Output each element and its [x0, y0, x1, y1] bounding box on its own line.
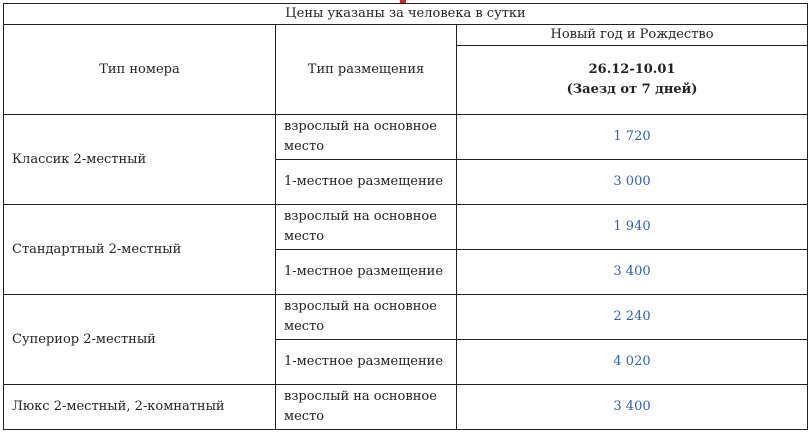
price: 2 240	[457, 295, 808, 340]
room-name: Супериор 2-местный	[4, 295, 276, 385]
header-season: Новый год и Рождество	[457, 25, 808, 46]
table-caption: Цены указаны за человека в сутки	[4, 4, 808, 25]
price-table	[3, 3, 808, 430]
price: 1 720	[457, 115, 808, 160]
room-name: Люкс 2-местный, 2-комнатный	[4, 385, 276, 430]
price: 3 400	[457, 385, 808, 430]
placement: взрослый на основное место	[276, 295, 457, 340]
header-dates-cell	[457, 46, 808, 115]
header-dates: 26.12-10.01	[588, 62, 676, 77]
placement: взрослый на основное место	[276, 205, 457, 250]
price: 3 400	[457, 250, 808, 295]
placement: 1-местное размещение	[276, 160, 457, 205]
table-row	[4, 295, 808, 340]
price: 1 940	[457, 205, 808, 250]
header-placement-type: Тип размещения	[276, 25, 457, 115]
price: 4 020	[457, 340, 808, 385]
placement: 1-местное размещение	[276, 250, 457, 295]
header-room-type: Тип номера	[4, 25, 276, 115]
header-row	[4, 25, 808, 46]
placement: взрослый на основное место	[276, 115, 457, 160]
table-row	[4, 115, 808, 160]
placement: 1-местное размещение	[276, 340, 457, 385]
placement: взрослый на основное место	[276, 385, 457, 430]
room-name: Классик 2-местный	[4, 115, 276, 205]
table-row	[4, 205, 808, 250]
header-min-stay: (Заезд от 7 дней)	[566, 82, 698, 97]
table-row	[4, 385, 808, 430]
caption-row	[4, 4, 808, 25]
price: 3 000	[457, 160, 808, 205]
room-name: Стандартный 2-местный	[4, 205, 276, 295]
